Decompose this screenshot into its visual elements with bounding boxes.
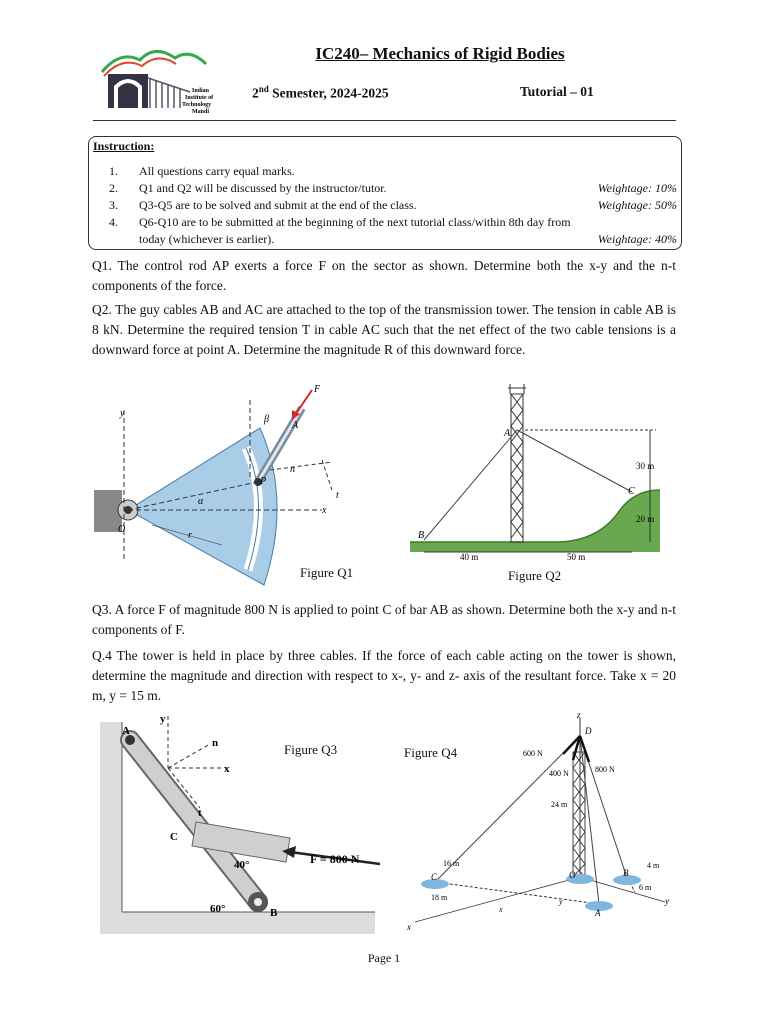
label-O: O	[569, 870, 576, 880]
dim-24: 24 m	[551, 800, 568, 809]
force-800: 800 N	[595, 765, 615, 774]
label-z: z	[577, 710, 581, 720]
label-x-dim: x	[499, 905, 503, 914]
label-x: x	[407, 922, 411, 932]
figure-q2-caption: Figure Q2	[508, 568, 562, 583]
label-force: F = 800 N	[310, 852, 360, 866]
label-C: C	[170, 831, 178, 843]
logo-text-2: Institute of	[185, 95, 214, 101]
page-number: Page 1	[367, 951, 401, 965]
label-n: n	[212, 737, 219, 749]
question-1: Q1. The control rod AP exerts a force F on the sector as shown. Determine both the x-y and the n-t components of the force.	[92, 258, 676, 293]
question-3: Q3. A force F of magnitude 800 N is applied to point C of bar AB as shown. Determine both the x-y and n-t components of F.	[92, 602, 676, 637]
logo-text-1: Indian	[192, 88, 210, 94]
label-A: A	[504, 428, 511, 439]
force-600: 600 N	[523, 749, 543, 758]
dim-20: 20 m	[636, 514, 655, 524]
label-A: A	[122, 725, 130, 737]
header-divider	[93, 120, 676, 121]
figure-q4-caption: Figure Q4	[404, 745, 458, 760]
label-r: r	[188, 530, 192, 541]
label-O: O	[118, 524, 126, 535]
label-y-dim: y	[559, 897, 563, 906]
dim-4: 4 m	[647, 861, 660, 870]
dim-18: 18 m	[431, 893, 448, 902]
tutorial-number: Tutorial – 01	[520, 84, 594, 99]
instructions-title: Instruction:	[93, 139, 155, 153]
label-t: t	[336, 490, 339, 501]
label-B: B	[418, 530, 425, 541]
label-y: y	[665, 896, 669, 906]
figure-q3-caption: Figure Q3	[284, 742, 338, 757]
label-P: P	[260, 476, 267, 487]
label-60deg: 60°	[210, 903, 226, 915]
dim-50: 50 m	[567, 552, 586, 562]
label-y: y	[120, 408, 125, 419]
figure-q1	[92, 380, 354, 590]
force-400: 400 N	[549, 769, 569, 778]
course-title: IC240– Mechanics of Rigid Bodies	[315, 44, 565, 63]
figure-q2	[410, 380, 670, 585]
dim-30: 30 m	[636, 461, 655, 471]
label-C: C	[431, 872, 438, 882]
label-beta: β	[264, 414, 269, 425]
label-C: C	[628, 486, 635, 497]
label-D: D	[585, 726, 592, 736]
question-2: Q2. The guy cables AB and AC are attached to the top of the transmission tower. The tension in cable AB is 8 kN. Determine the required tension T in cable AC such that the net effect of the two cable tensions is a downward force at point A. Determine the magnitude R of this downward force.	[92, 302, 676, 357]
logo-text-4: Mandi	[192, 109, 210, 115]
question-4: Q.4 The tower is held in place by three cables. If the force of each cable acting on the tower is shown, determine the magnitude and direction with respect to x-, y- and z- axis of the resultant force. Take x = 20 m, y = 15 m.	[92, 648, 676, 703]
dim-40: 40 m	[460, 552, 479, 562]
label-B: B	[623, 868, 629, 878]
instructions-box: Instruction: 1. All questions carry equal marks. 2. Q1 and Q2 will be discussed by the instructor/tutor. Weightage: 10% 3. Q3-Q5 are to be solved and submit at the end of the class. Weightage: 50% 4. Q6-Q10 are to be submitted at the beginning of the next tutorial class/within 8th day from today (whichever is earlier). Weightage: 40%	[88, 136, 682, 250]
label-x: x	[322, 505, 327, 516]
label-y: y	[160, 713, 166, 725]
figure-q1-caption: Figure Q1	[300, 565, 354, 580]
label-F: F	[314, 384, 321, 395]
label-n: n	[290, 464, 295, 475]
label-B: B	[270, 907, 278, 919]
label-t: t	[198, 807, 202, 819]
label-A: A	[292, 420, 299, 431]
label-alpha: α	[198, 496, 204, 507]
institute-logo	[100, 42, 214, 120]
label-x: x	[224, 763, 230, 775]
semester: 2nd Semester, 2024-2025	[252, 84, 389, 101]
label-40deg: 40°	[234, 859, 250, 871]
dim-6: 6 m	[639, 883, 652, 892]
figure-q3	[100, 712, 380, 934]
dim-16: 16 m	[443, 859, 460, 868]
logo-text-3: Technology	[182, 102, 212, 108]
label-A: A	[595, 908, 601, 918]
